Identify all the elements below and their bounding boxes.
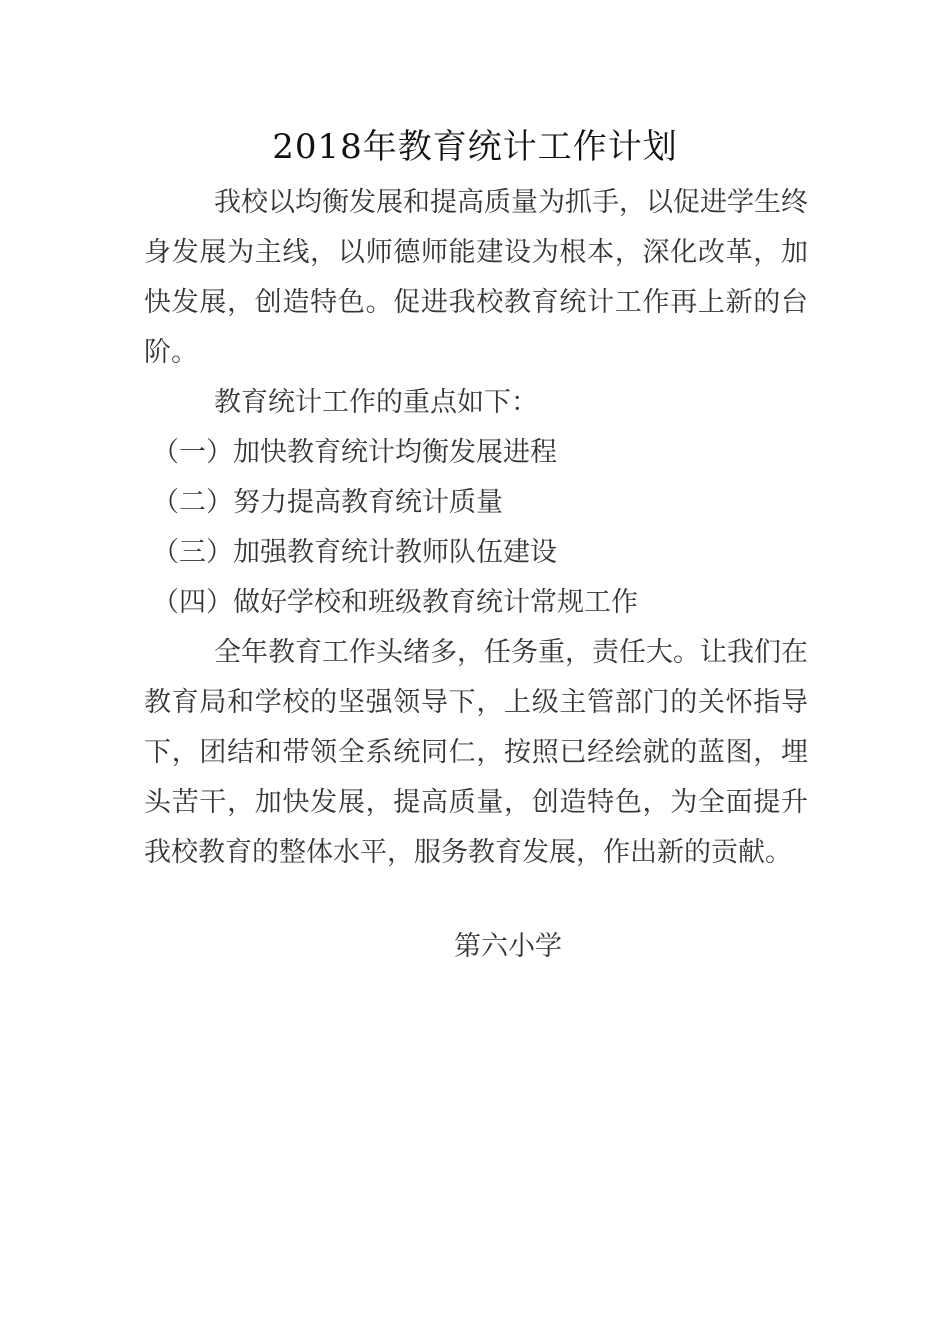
signature: 第六小学 xyxy=(454,931,562,962)
list-item: （三）加强教育统计教师队伍建设 xyxy=(152,537,557,568)
list-item: （四）做好学校和班级教育统计常规工作 xyxy=(152,587,638,618)
focus-heading: 教育统计工作的重点如下： xyxy=(214,387,538,418)
focus-list xyxy=(144,428,808,628)
document-body xyxy=(144,178,808,878)
closing-paragraph: 全年教育工作头绪多，任务重，责任大。让我们在教育局和学校的坚强领导下，上级主管部门的关怀指导下，团结和带领全系统同仁，按照已经绘就的蓝图，埋头苦干，加快发展，提高质量，创造特色，为全面提升我校教育的整体水平，服务教育发展，作出新的贡献。 xyxy=(144,637,808,868)
intro-paragraph: 我校以均衡发展和提高质量为抓手，以促进学生终身发展为主线，以师德师能建设为根本，深化改革，加快发展，创造特色。促进我校教育统计工作再上新的台阶。 xyxy=(144,187,808,368)
list-item: （一）加快教育统计均衡发展进程 xyxy=(152,437,557,468)
document-title: 2018年教育统计工作计划 xyxy=(272,127,678,167)
list-item: （二）努力提高教育统计质量 xyxy=(152,487,503,518)
